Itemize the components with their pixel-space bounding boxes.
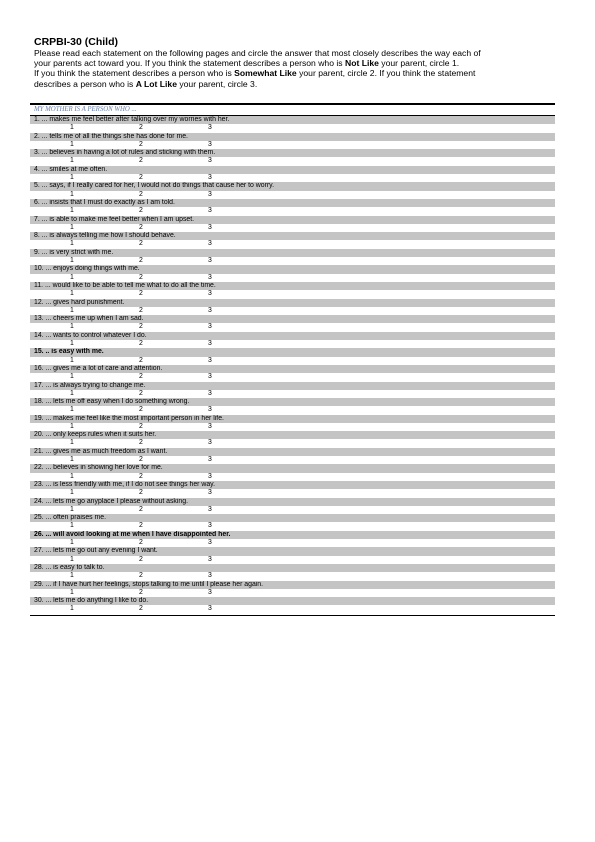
item-statement: 15. .. is easy with me. [30, 348, 555, 356]
rating-option-3[interactable]: 3 [208, 605, 212, 613]
rating-option-1[interactable]: 1 [70, 273, 74, 281]
item-statement: 16. ... gives me a lot of care and attention. [30, 365, 555, 373]
item-row [30, 431, 555, 448]
item-row [30, 415, 555, 432]
rating-option-3[interactable]: 3 [208, 489, 212, 497]
item-row [30, 265, 555, 282]
item-statement: 28. ... is easy to talk to. [30, 564, 555, 572]
not-like-label: Not Like [344, 58, 379, 69]
rating-option-3[interactable]: 3 [208, 539, 212, 547]
rating-option-2[interactable]: 2 [139, 140, 143, 148]
rating-option-3[interactable]: 3 [208, 339, 212, 347]
rating-options [30, 456, 555, 464]
rating-options [30, 522, 555, 530]
instruction-line-3 [34, 68, 564, 78]
rating-option-1[interactable]: 1 [70, 472, 74, 480]
rating-option-1[interactable]: 1 [70, 223, 74, 231]
item-row [30, 348, 555, 365]
rating-option-1[interactable]: 1 [70, 456, 74, 464]
item-row [30, 315, 555, 332]
item-row [30, 365, 555, 382]
item-row [30, 398, 555, 415]
rating-option-1[interactable]: 1 [70, 356, 74, 364]
rating-option-3[interactable]: 3 [208, 190, 212, 198]
rating-options [30, 373, 555, 381]
rating-option-1[interactable]: 1 [70, 190, 74, 198]
rating-option-1[interactable]: 1 [70, 539, 74, 547]
instruction-line-1 [34, 48, 564, 58]
document-title: CRPBI-30 (Child) [34, 36, 118, 48]
rating-option-1[interactable]: 1 [70, 406, 74, 414]
rating-option-2[interactable]: 2 [139, 256, 143, 264]
item-statement: 7. ... is able to make me feel better when I am upset. [30, 216, 555, 224]
rating-option-2[interactable]: 2 [139, 356, 143, 364]
item-statement: 10. ... enjoys doing things with me. [30, 265, 555, 273]
rating-option-3[interactable]: 3 [208, 356, 212, 364]
rating-option-2[interactable]: 2 [139, 572, 143, 580]
rating-options [30, 390, 555, 398]
rating-option-2[interactable]: 2 [139, 223, 143, 231]
rating-option-2[interactable]: 2 [139, 422, 143, 430]
item-statement: 17. ... is always trying to change me. [30, 382, 555, 390]
item-statement: 25. ... often praises me. [30, 514, 555, 522]
rating-options [30, 224, 555, 232]
rating-option-3[interactable]: 3 [208, 472, 212, 480]
item-row [30, 597, 555, 614]
rating-option-2[interactable]: 2 [139, 273, 143, 281]
rating-option-1[interactable]: 1 [70, 256, 74, 264]
item-statement: 5. ... says, if I really cared for her, I would not do things that cause her to worry. [30, 182, 555, 190]
rating-options [30, 323, 555, 331]
rating-options [30, 340, 555, 348]
rating-option-2[interactable]: 2 [139, 339, 143, 347]
item-row [30, 547, 555, 564]
rating-option-1[interactable]: 1 [70, 373, 74, 381]
item-statement: 30. ... lets me do anything I like to do. [30, 597, 555, 605]
rating-option-1[interactable]: 1 [70, 605, 74, 613]
rating-option-2[interactable]: 2 [139, 207, 143, 215]
rating-option-3[interactable]: 3 [208, 456, 212, 464]
rating-option-1[interactable]: 1 [70, 207, 74, 215]
item-row [30, 216, 555, 233]
item-statement: 26. ... will avoid looking at me when I have disappointed her. [30, 531, 555, 539]
item-statement: 20. ... only keeps rules when it suits her. [30, 431, 555, 439]
item-row [30, 481, 555, 498]
rating-option-3[interactable]: 3 [208, 306, 212, 314]
rating-option-3[interactable]: 3 [208, 207, 212, 215]
item-statement: 8. ... is always telling me how I should behave. [30, 232, 555, 240]
rating-options [30, 589, 555, 597]
rating-option-3[interactable]: 3 [208, 240, 212, 248]
item-row [30, 166, 555, 183]
rating-option-2[interactable]: 2 [139, 439, 143, 447]
item-statement: 3. ... believes in having a lot of rules and sticking with them. [30, 149, 555, 157]
rating-option-1[interactable]: 1 [70, 140, 74, 148]
item-statement: 21. ... gives me as much freedom as I want. [30, 448, 555, 456]
rating-options [30, 124, 555, 132]
rating-option-3[interactable]: 3 [208, 290, 212, 298]
rating-options [30, 572, 555, 580]
somewhat-like-label: Somewhat Like [234, 68, 297, 79]
rating-option-2[interactable]: 2 [139, 406, 143, 414]
item-row [30, 531, 555, 548]
rating-option-3[interactable]: 3 [208, 157, 212, 165]
item-row [30, 332, 555, 349]
instruction-text: If you think the statement describes a person who is [34, 68, 235, 79]
item-statement: 29. ... if I have hurt her feelings, stops talking to me until I please her again. [30, 581, 555, 589]
item-statement: 11. ... would like to be able to tell me what to do all the time. [30, 282, 555, 290]
rating-option-3[interactable]: 3 [208, 373, 212, 381]
rating-option-1[interactable]: 1 [70, 240, 74, 248]
rating-options [30, 191, 555, 199]
rating-option-2[interactable]: 2 [139, 539, 143, 547]
rating-options [30, 141, 555, 149]
rating-option-3[interactable]: 3 [208, 173, 212, 181]
item-row [30, 133, 555, 150]
rating-options [30, 439, 555, 447]
rating-options [30, 240, 555, 248]
item-row [30, 282, 555, 299]
rating-option-1[interactable]: 1 [70, 588, 74, 596]
instructions-block [34, 36, 564, 89]
rating-options [30, 605, 555, 613]
rating-option-2[interactable]: 2 [139, 240, 143, 248]
instruction-line-4 [34, 79, 564, 89]
rating-option-3[interactable]: 3 [208, 588, 212, 596]
item-statement: 19. ... makes me feel like the most important person in her life. [30, 415, 555, 423]
instruction-text: Please read each statement on the following pages and circle the answer that most closely describes the way each of [34, 48, 481, 58]
a-lot-like-label: A Lot Like [135, 78, 177, 89]
rating-option-1[interactable]: 1 [70, 124, 74, 132]
rating-option-3[interactable]: 3 [208, 256, 212, 264]
rating-option-3[interactable]: 3 [208, 124, 212, 132]
rating-option-1[interactable]: 1 [70, 439, 74, 447]
rating-option-2[interactable]: 2 [139, 489, 143, 497]
item-row [30, 299, 555, 316]
rating-options [30, 423, 555, 431]
item-statement: 22. ... believes in showing her love for me. [30, 464, 555, 472]
rating-option-3[interactable]: 3 [208, 140, 212, 148]
item-statement: 2. ... tells me of all the things she has done for me. [30, 133, 555, 141]
rating-option-3[interactable]: 3 [208, 223, 212, 231]
instruction-text: describes a person who is [34, 78, 136, 89]
rating-option-2[interactable]: 2 [139, 588, 143, 596]
item-row [30, 448, 555, 465]
rating-option-1[interactable]: 1 [70, 422, 74, 430]
rating-option-2[interactable]: 2 [139, 373, 143, 381]
rating-option-2[interactable]: 2 [139, 290, 143, 298]
rating-option-3[interactable]: 3 [208, 323, 212, 331]
item-statement: 4. ... smiles at me often. [30, 166, 555, 174]
instruction-text: your parents act toward you. If you think the statement describes a person who is [34, 58, 345, 69]
rating-option-1[interactable]: 1 [70, 572, 74, 580]
rating-options [30, 307, 555, 315]
rating-option-3[interactable]: 3 [208, 389, 212, 397]
item-statement: 9. ... is very strict with me. [30, 249, 555, 257]
instruction-line-2 [34, 58, 564, 68]
rating-option-1[interactable]: 1 [70, 505, 74, 513]
rating-options [30, 506, 555, 514]
rating-option-1[interactable]: 1 [70, 323, 74, 331]
rating-option-3[interactable]: 3 [208, 273, 212, 281]
rating-option-1[interactable]: 1 [70, 339, 74, 347]
item-row [30, 581, 555, 598]
rating-option-2[interactable]: 2 [139, 505, 143, 513]
item-statement: 12. ... gives hard punishment. [30, 299, 555, 307]
rating-option-3[interactable]: 3 [208, 422, 212, 430]
item-statement: 23. ... is less friendly with me, if I do not see things her way. [30, 481, 555, 489]
rating-option-3[interactable]: 3 [208, 505, 212, 513]
rating-options [30, 489, 555, 497]
rating-option-2[interactable]: 2 [139, 157, 143, 165]
item-statement: 18. ... lets me off easy when I do something wrong. [30, 398, 555, 406]
rating-options [30, 290, 555, 298]
rating-option-2[interactable]: 2 [139, 124, 143, 132]
rating-option-3[interactable]: 3 [208, 439, 212, 447]
rating-option-2[interactable]: 2 [139, 472, 143, 480]
rating-option-2[interactable]: 2 [139, 389, 143, 397]
item-row [30, 514, 555, 531]
item-row [30, 564, 555, 581]
rating-option-3[interactable]: 3 [208, 406, 212, 414]
item-row [30, 182, 555, 199]
rating-options [30, 257, 555, 265]
rating-option-2[interactable]: 2 [139, 456, 143, 464]
rating-option-2[interactable]: 2 [139, 555, 143, 563]
item-statement: 1. ... makes me feel better after talking over my worries with her. [30, 116, 555, 124]
rating-options [30, 157, 555, 165]
rating-option-2[interactable]: 2 [139, 173, 143, 181]
item-statement: 24. ... lets me go anyplace I please without asking. [30, 498, 555, 506]
rating-options [30, 556, 555, 564]
item-statement: 6. ... insists that I must do exactly as I am told. [30, 199, 555, 207]
rating-option-3[interactable]: 3 [208, 522, 212, 530]
rating-option-1[interactable]: 1 [70, 489, 74, 497]
item-row [30, 249, 555, 266]
rating-options [30, 539, 555, 547]
rating-options [30, 207, 555, 215]
rating-option-1[interactable]: 1 [70, 173, 74, 181]
item-row [30, 232, 555, 249]
rating-options [30, 174, 555, 182]
rating-options [30, 274, 555, 282]
item-row [30, 464, 555, 481]
rating-option-2[interactable]: 2 [139, 323, 143, 331]
rating-option-1[interactable]: 1 [70, 389, 74, 397]
rating-option-2[interactable]: 2 [139, 605, 143, 613]
instruction-text: your parent, circle 1. [378, 58, 460, 69]
items-table [30, 103, 555, 616]
rating-options [30, 406, 555, 414]
item-row [30, 199, 555, 216]
rating-options [30, 473, 555, 481]
rating-option-2[interactable]: 2 [139, 190, 143, 198]
rating-option-2[interactable]: 2 [139, 306, 143, 314]
item-statement: 13. ... cheers me up when I am sad. [30, 315, 555, 323]
item-statement: 14. ... wants to control whatever I do. [30, 332, 555, 340]
instruction-text: your parent, circle 3. [176, 78, 258, 89]
rating-option-1[interactable]: 1 [70, 290, 74, 298]
item-statement: 27. ... lets me go out any evening I want. [30, 547, 555, 555]
rating-options [30, 357, 555, 365]
item-rows [30, 116, 555, 614]
rating-option-1[interactable]: 1 [70, 157, 74, 165]
item-row [30, 382, 555, 399]
bottom-rule [30, 615, 555, 616]
rating-option-2[interactable]: 2 [139, 522, 143, 530]
instruction-text: your parent, circle 2. If you think the statement [296, 68, 476, 79]
section-heading: MY MOTHER IS A PERSON WHO ... [30, 105, 555, 116]
item-row [30, 116, 555, 133]
item-row [30, 149, 555, 166]
rating-option-3[interactable]: 3 [208, 555, 212, 563]
item-row [30, 498, 555, 515]
rating-option-3[interactable]: 3 [208, 572, 212, 580]
rating-option-1[interactable]: 1 [70, 306, 74, 314]
rating-option-1[interactable]: 1 [70, 522, 74, 530]
rating-option-1[interactable]: 1 [70, 555, 74, 563]
